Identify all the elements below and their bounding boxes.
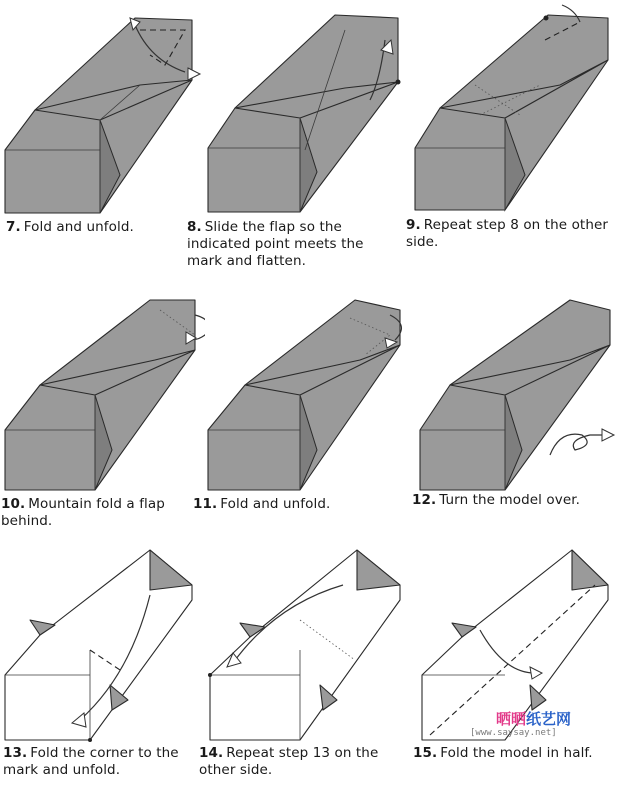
step-15-caption: 15. Fold the model in half. [413, 745, 593, 761]
step-10-diagram [0, 290, 205, 495]
step-12 [410, 290, 620, 535]
step-14-diagram [205, 545, 410, 745]
step-7-diagram [0, 0, 205, 215]
step-10 [0, 290, 205, 535]
site-watermark-url: [www.saysay.net] [470, 728, 557, 738]
step-8 [187, 0, 410, 270]
step-9 [406, 0, 620, 260]
step-12-diagram [410, 290, 620, 495]
step-15 [410, 545, 620, 790]
step-11-diagram [205, 290, 410, 495]
step-7 [0, 0, 205, 260]
step-13-diagram [0, 545, 205, 745]
step-11 [193, 290, 410, 535]
step-8-caption: 8. Slide the flap so the indicated point meets the mark and flatten. [187, 219, 364, 269]
step-14 [199, 545, 410, 790]
step-9-diagram [410, 0, 620, 215]
step-8-diagram [205, 0, 410, 215]
step-13-caption: 13. Fold the corner to the mark and unfold. [3, 745, 179, 778]
site-watermark-logo: 晒晒纸艺网 [496, 710, 572, 728]
step-12-caption: 12. Turn the model over. [412, 492, 581, 508]
step-14-caption: 14. Repeat step 13 on the other side. [199, 745, 379, 778]
step-13 [0, 545, 205, 790]
step-9-caption: 9. Repeat step 8 on the other side. [406, 217, 609, 250]
step-10-caption: 10. Mountain fold a flap behind. [1, 496, 165, 529]
step-11-caption: 11. Fold and unfold. [193, 496, 331, 512]
step-7-caption: 7. Fold and unfold. [6, 219, 134, 235]
